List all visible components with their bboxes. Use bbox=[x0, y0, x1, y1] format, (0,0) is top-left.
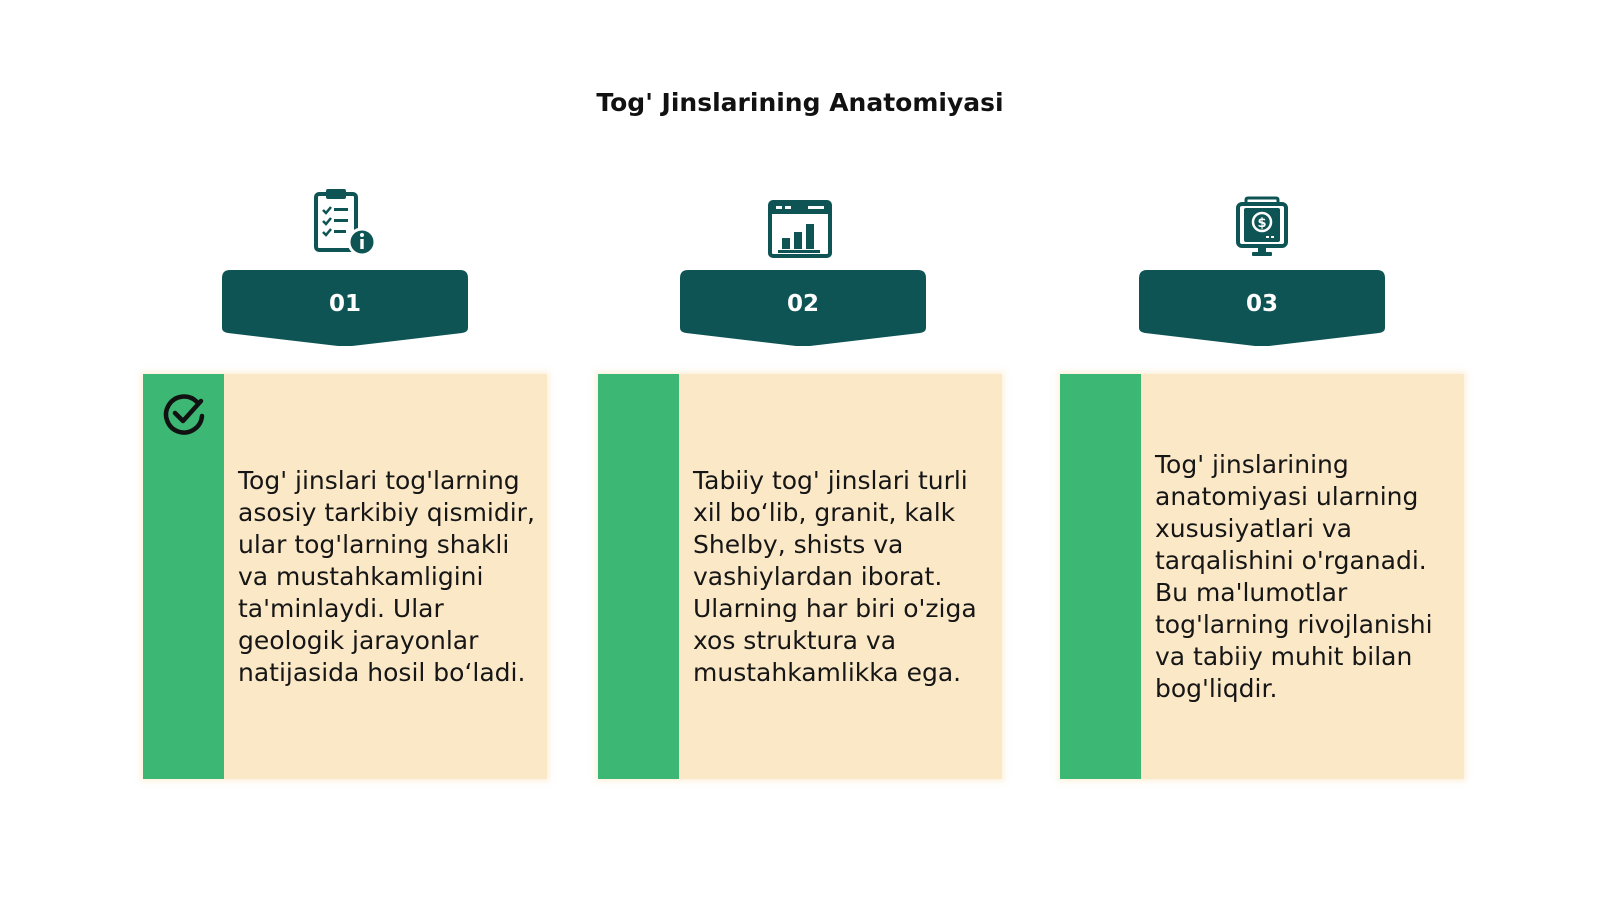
info-card-03 bbox=[1060, 374, 1464, 779]
dollar-monitor-icon bbox=[1236, 196, 1288, 258]
step-badge-03 bbox=[1139, 270, 1385, 346]
bar-chart-window-icon bbox=[768, 200, 832, 258]
step-badge-01 bbox=[222, 270, 468, 346]
check-circle-icon bbox=[161, 392, 207, 442]
card-text: Tabiiy tog' jinslari turli xil bo‘lib, granit, kalk Shelby, shists va vashiylardan iborat. Ularning har biri o'ziga xos struktura va mustahkamlikka ega. bbox=[693, 465, 977, 687]
step-number: 01 bbox=[328, 291, 361, 317]
info-card-02 bbox=[598, 374, 1002, 779]
page-title: Tog' Jinslarining Anatomiyasi bbox=[596, 88, 1004, 117]
card-stripe bbox=[1060, 374, 1141, 779]
card-stripe bbox=[598, 374, 679, 779]
card-text: Tog' jinslarining anatomiyasi ularning xususiyatlari va tarqalishini o'rganadi. Bu ma'lumotlar tog'larning rivojlanishi va tabiiy muhit bilan bog'liqdir. bbox=[1155, 449, 1433, 703]
clipboard-checklist-info-icon bbox=[312, 188, 378, 258]
card-text: Tog' jinslari tog'larning asosiy tarkibiy qismidir, ular tog'larning shakli va mustahkamligini ta'minlaydi. Ular geologik jarayonlar natijasida hosil bo‘ladi. bbox=[238, 465, 535, 687]
step-badge-02 bbox=[680, 270, 926, 346]
info-card-01 bbox=[143, 374, 547, 779]
step-number: 02 bbox=[786, 291, 819, 317]
svg-text:$: $ bbox=[1257, 216, 1267, 231]
step-number: 03 bbox=[1245, 291, 1278, 317]
